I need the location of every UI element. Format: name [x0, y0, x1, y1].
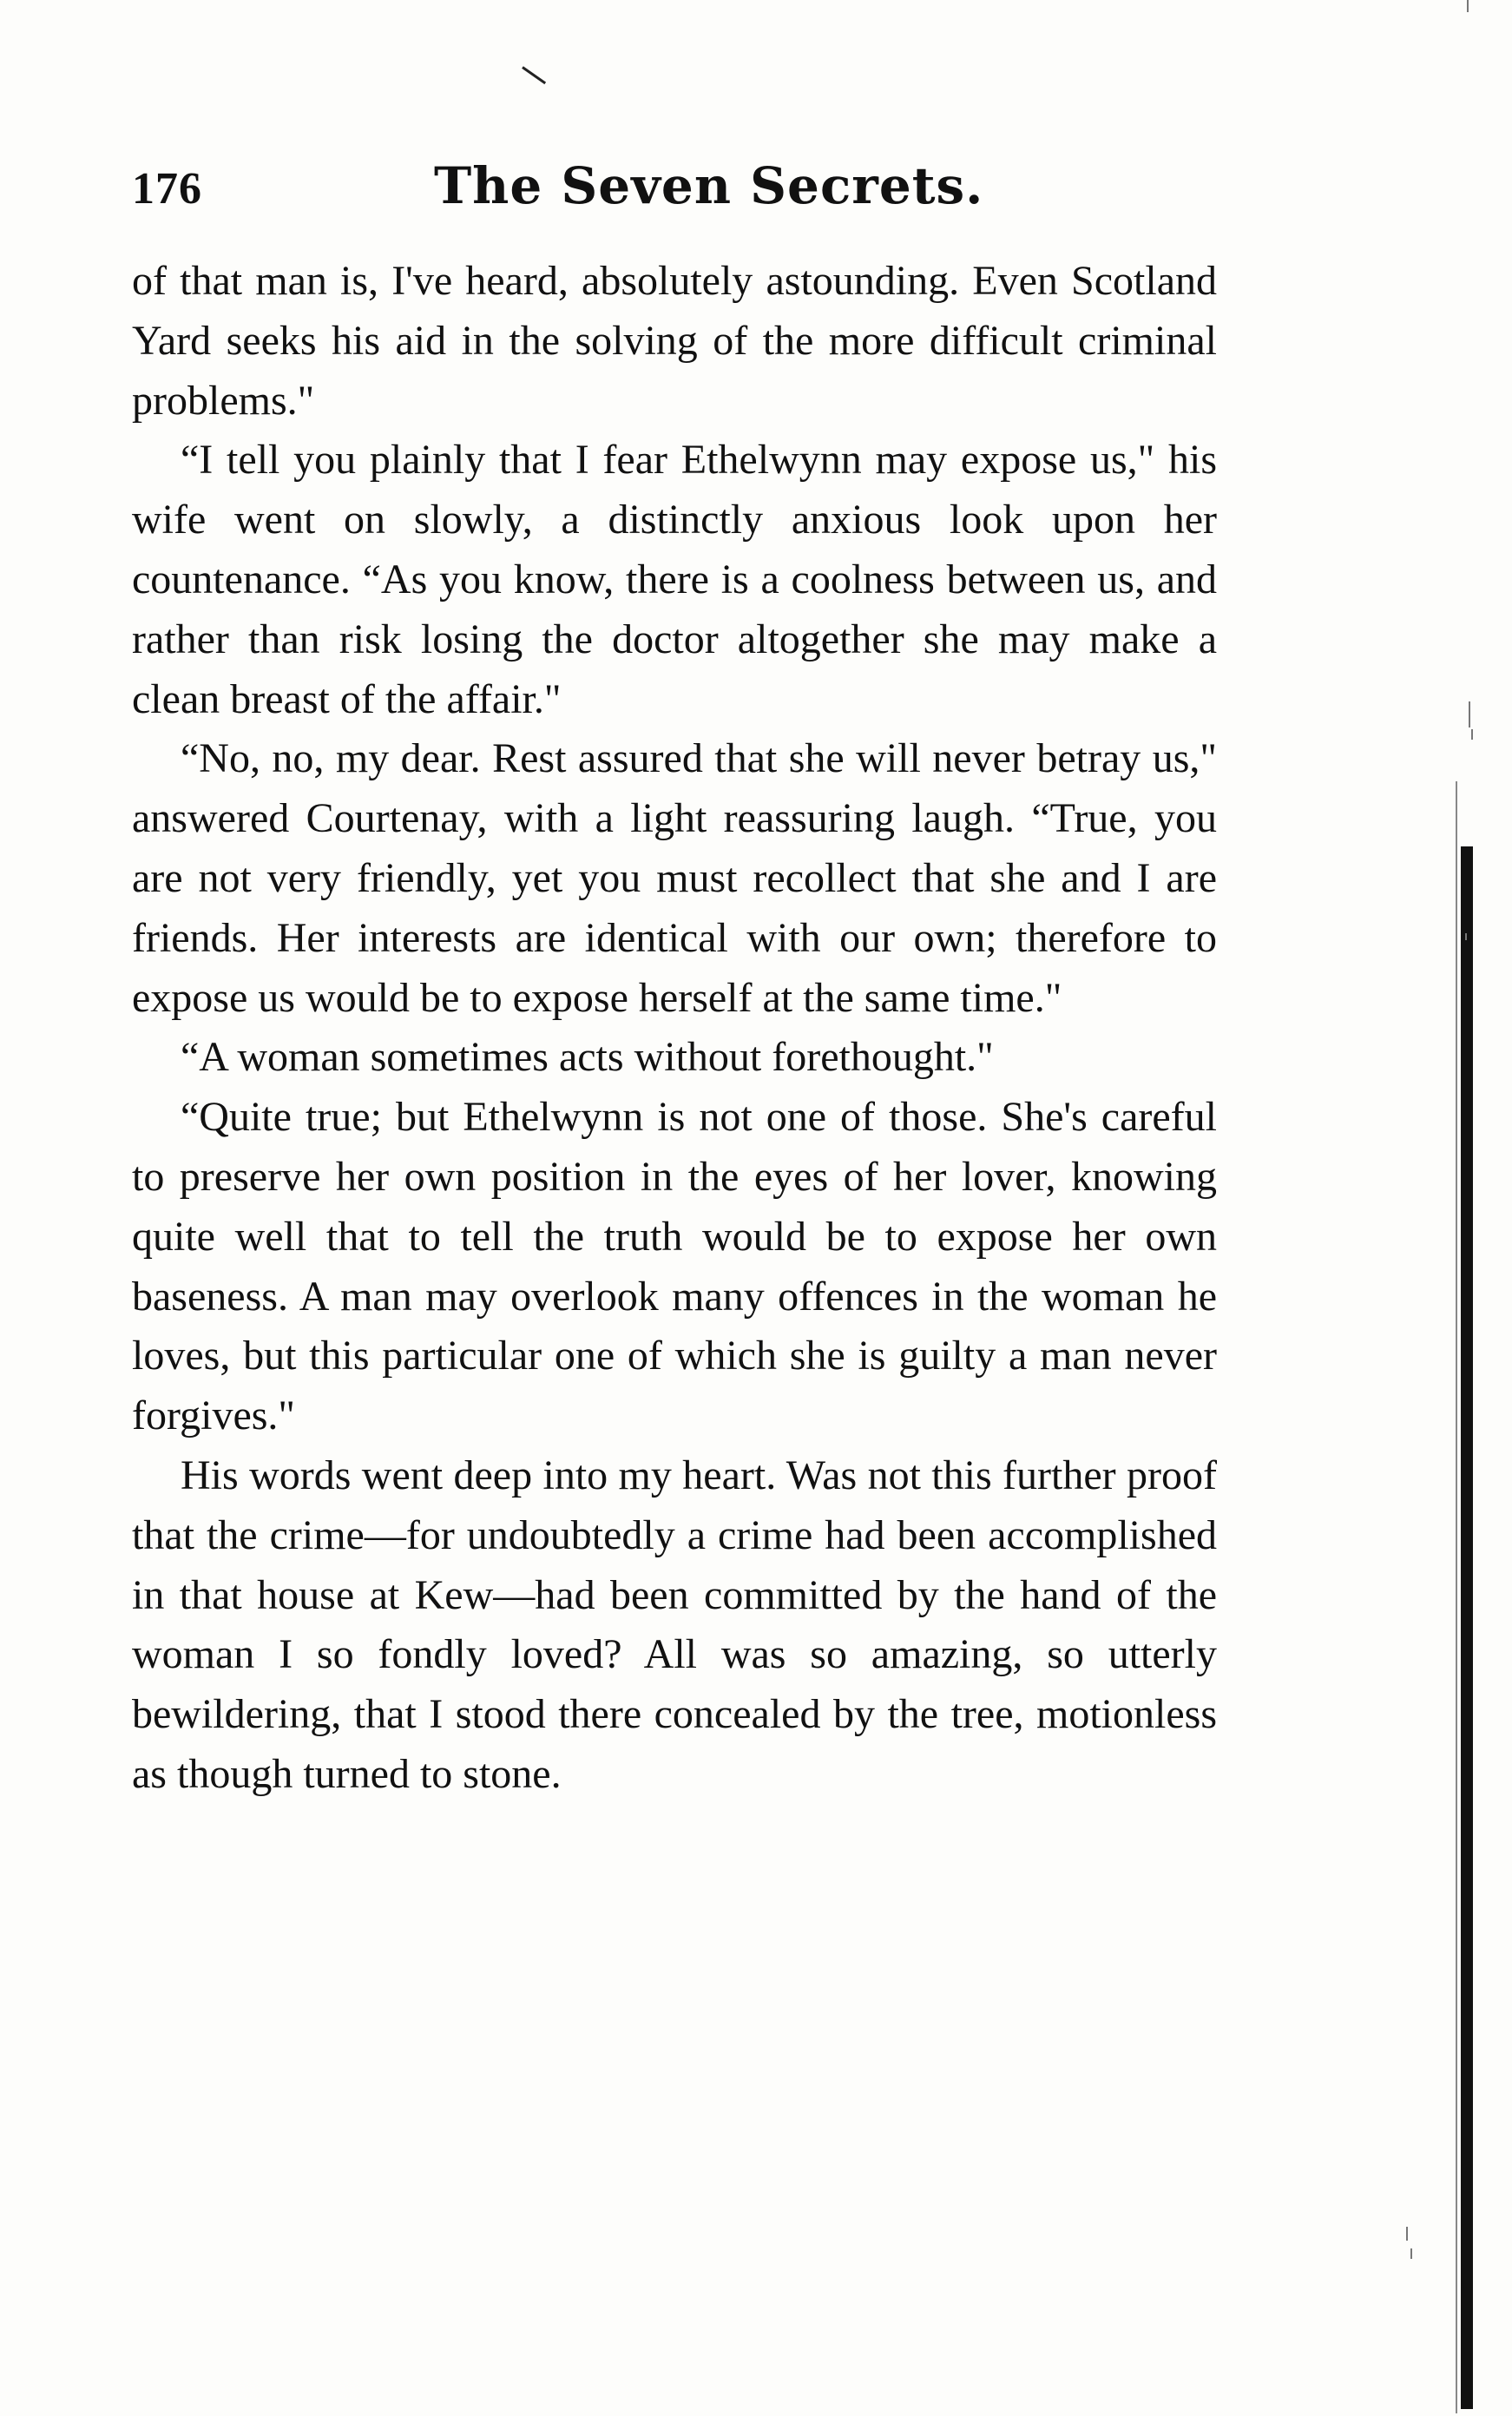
- body-text: [132, 252, 1217, 1805]
- edge-tick: [1410, 2248, 1412, 2259]
- paragraph: “No, no, my dear. Rest assured that she will never betray us," answered Courtenay, with a light reassuring laugh. “True, you are not very friendly, yet you must recollect that she and I are friends. Her interests are identical with our own; therefore to expose us would be to expose herself at the same time.": [132, 735, 1217, 1021]
- edge-tick: [1465, 933, 1467, 940]
- page-header: [132, 156, 1217, 226]
- paragraph: of that man is, I've heard, absolutely astounding. Even Scotland Yard seeks his aid in the solving of the more difficult criminal problems.": [132, 258, 1217, 424]
- edge-tick: [1469, 701, 1470, 727]
- running-title: The Seven Secrets.: [434, 156, 984, 215]
- page-edge-shadow: [1456, 781, 1457, 2413]
- paragraph: “A woman sometimes acts without forethought.": [181, 1034, 994, 1081]
- edge-tick: [1467, 0, 1469, 12]
- stray-ink-mark: [522, 66, 546, 84]
- page-number: 176: [132, 164, 202, 214]
- binding-edge: [1461, 846, 1473, 2409]
- edge-tick: [1406, 2227, 1408, 2241]
- edge-tick: [1471, 729, 1473, 740]
- paragraph: “I tell you plainly that I fear Ethelwynn may expose us," his wife went on slowly, a distinctly anxious look upon her countenance. “As you know, there is a coolness between us, and rather than risk losing the doctor altogether she may make a clean breast of the affair.": [132, 437, 1217, 722]
- paragraph: “Quite true; but Ethelwynn is not one of those. She's careful to preserve her own position in the eyes of her lover, knowing quite well that to tell the truth would be to expose her own baseness. A man may overlook many offences in the woman he loves, but this particular one of which she is guilty a man never forgives.": [132, 1094, 1217, 1439]
- paragraph: His words went deep into my heart. Was not this further proof that the crime—for undoubtedly a crime had been accomplished in that house at Kew—had been committed by the hand of the woman I so fondly loved? All was so amazing, so utterly bewildering, that I stood there concealed by the tree, motionless as though turned to stone.: [132, 1452, 1217, 1797]
